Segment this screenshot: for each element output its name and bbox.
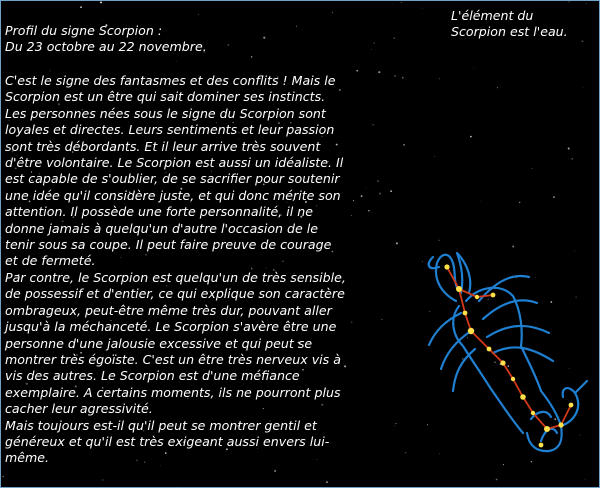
element-note [451, 8, 596, 40]
heading-title: Profil du signe Scorpion : [5, 23, 163, 38]
description-line: Par contre, le Scorpion est quelqu'un de très sensible, [5, 269, 346, 285]
description-line: montrer très égoïste. C'est un être très nerveux vis à [5, 351, 341, 367]
description-line: généreux et qu'il est très exigeant aussi envers lui- [5, 433, 330, 449]
description-line: C'est le signe des fantasmes et des conflits ! Mais le [5, 73, 336, 88]
sign-heading [5, 23, 305, 56]
description-line: cacher leur agressivité. [5, 401, 153, 417]
element-note-line-2: Scorpion est l'eau. [451, 24, 568, 39]
description-line: d'être volontaire. Le Scorpion est aussi un idéaliste. Il [5, 155, 344, 171]
element-note-line-1: L'élément du [451, 8, 534, 23]
description-line: et de fermeté. [5, 253, 96, 269]
description-line: attention. Il possède une forte personnalité, il ne [5, 204, 313, 220]
description-line: donne jamais à quelqu'un d'autre l'occasion de le [5, 220, 319, 236]
description-line: Les personnes nées sous le signe du Scorpion sont [5, 105, 326, 121]
description-line: Mais toujours est-il qu'il peut se montrer gentil et [5, 417, 317, 433]
description-line: une idée qu'il considère juste, et qui donc mérite son [5, 187, 341, 203]
heading-dates: Du 23 octobre au 22 novembre. [5, 39, 207, 55]
description-line: ombrageux, peut-être même très dur, pouvant aller [5, 302, 332, 318]
description-line: de possessif et d'entier, ce qui explique son caractère [5, 286, 345, 302]
description-line: personne d'une jalousie excessive et qui peut se [5, 335, 313, 351]
description-line: Scorpion est un être qui sait dominer ses instincts. [5, 89, 326, 105]
description-line: jusqu'à la méchanceté. Le Scorpion s'avère être une [5, 319, 337, 335]
description-line: tenir sous sa coupe. Il peut faire preuve de courage [5, 237, 332, 253]
profile-description [5, 73, 400, 467]
description-line: sont très débordants. Et il leur arrive très souvent [5, 138, 321, 154]
description-line: est capable de s'oublier, de se sacrifier pour soutenir [5, 171, 340, 187]
description-line: exemplaire. A certains moments, ils ne pourront plus [5, 384, 341, 400]
description-line: vis des autres. Le Scorpion est d'une méfiance [5, 368, 300, 384]
description-line: loyales et directes. Leurs sentiments et leur passion [5, 122, 335, 138]
description-line: même. [5, 450, 50, 466]
